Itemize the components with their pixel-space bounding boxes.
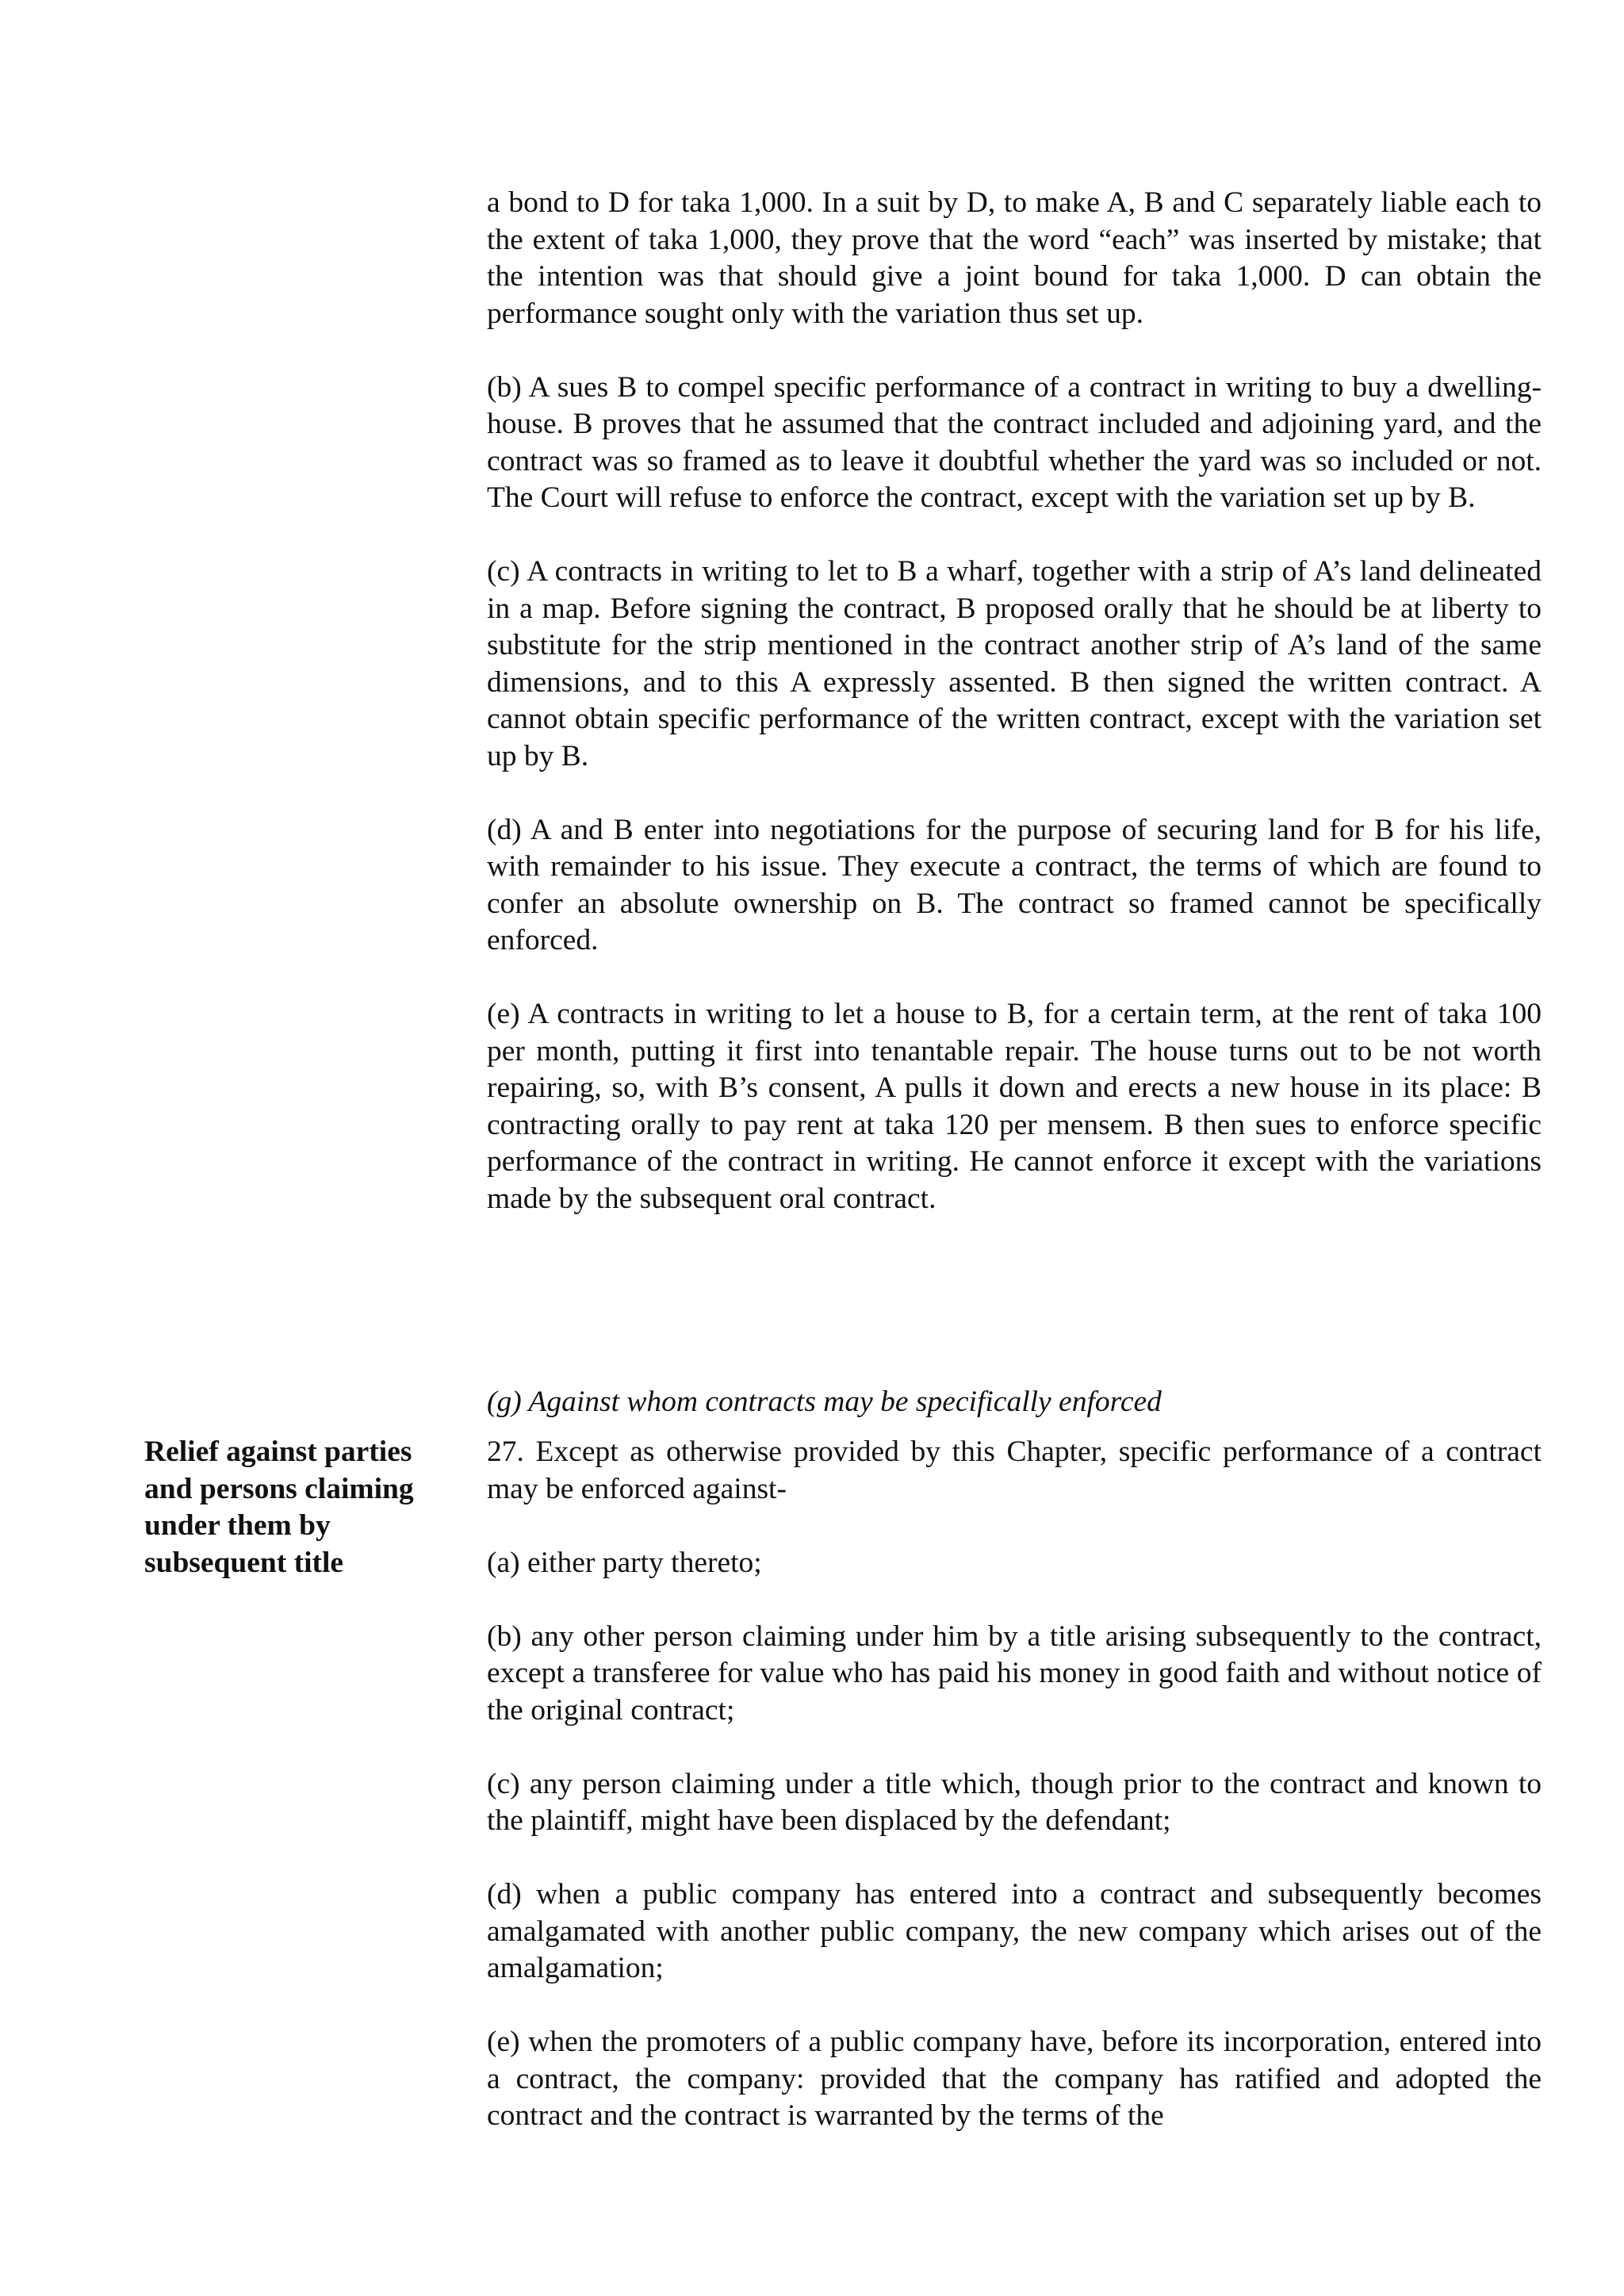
illustration-d: (d) A and B enter into negotiations for the purpose of securing land for B for his life, with remainder to his issue. They execute a contract, the terms of which are found to confer an absolute ownership on B. The contract so framed cannot be specifically enforced.	[487, 813, 1542, 956]
section-27-item-d: (d) when a public company has entered into a contract and subsequently becomes amalgamated with another public company, the new company which arises out of the amalgamation;	[487, 1878, 1542, 1984]
illustration-c: (c) A contracts in writing to let to B a wharf, together with a strip of A’s land delineated in a map. Before signing the contract, B proposed orally that he should be at liberty to substitute for the strip mentioned in the contract another strip of A’s land of the same dimensions, and to this A expressly assented. B then signed the written contract. A cannot obtain specific performance of the written contract, except with the variation set up by B.	[487, 555, 1542, 772]
section-27-item-a: (a) either party thereto;	[487, 1546, 762, 1579]
illustration-e: (e) A contracts in writing to let a house to B, for a certain term, at the rent of taka 100 per month, putting it first into tenantable repair. The house turns out to be not worth repairing, so, with B’s consent, A pulls it down and erects a new house in its place: B contracting orally to pay rent at taka 120 per mensem. B then sues to enforce specific performance of the contract in writing. He cannot enforce it except with the variations made by the subsequent oral contract.	[487, 998, 1542, 1215]
section-27-item-c: (c) any person claiming under a title which, though prior to the contract and known to the plaintiff, might have been displaced by the defendant;	[487, 1767, 1542, 1837]
section-27	[487, 1434, 1542, 2171]
section-27-item-b: (b) any other person claiming under him by a title arising subsequently to the contract, except a transferee for value who has paid his money in good faith and without notice of the original contract;	[487, 1619, 1542, 1727]
section-27-intro: 27. Except as otherwise provided by this Chapter, specific performance of a contract may be enforced against-	[487, 1435, 1542, 1505]
illustration-a-continued: a bond to D for taka 1,000. In a suit by D, to make A, B and C separately liable each to the extent of taka 1,000, they prove that the word “each” was inserted by mistake; that the intention was that should give a joint bound for taka 1,000. D can obtain the performance sought only with the variation thus set up.	[487, 186, 1542, 330]
illustration-b: (b) A sues B to compel specific performance of a contract in writing to buy a dwelling-house. B proves that he assumed that the contract included and adjoining yard, and the contract was so framed as to leave it doubtful whether the yard was so included or not. The Court will refuse to enforce the contract, except with the variation set up by B.	[487, 370, 1542, 514]
illustrations-block	[487, 185, 1542, 1255]
section-heading: (g) Against whom contracts may be specifically enforced	[487, 1386, 1162, 1418]
section-27-item-e: (e) when the promoters of a public company have, before its incorporation, entered into a contract, the company: provided that the company has ratified and adopted the contract and the contract is warranted by the terms of the	[487, 2026, 1542, 2132]
margin-note: Relief against parties and persons claiming under them by subsequent title	[144, 1435, 414, 1579]
